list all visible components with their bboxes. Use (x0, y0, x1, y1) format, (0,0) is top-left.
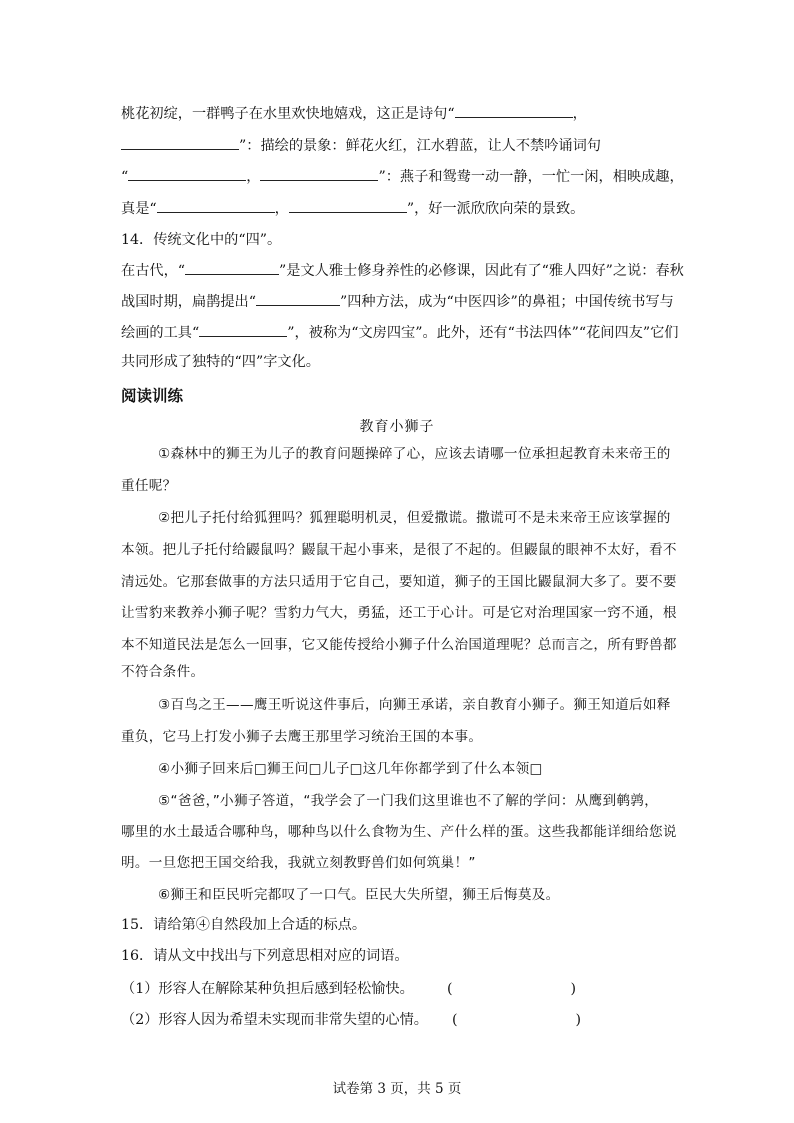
q16-answer-2[interactable]: ( ) (452, 1012, 582, 1028)
passage-line: 重负，它马上打发小狮子去鹰王那里学习统治王国的本事。 (121, 729, 483, 745)
passage-line: 明。一旦您把王国交给我，我就立刻教野兽们如何筑巢！” (121, 855, 476, 871)
passage-line: 哪里的水土最适合哪种鸟，哪种鸟以什么食物为生、产什么样的蛋。这些我都能详细给您说 (121, 824, 677, 840)
passage-line: 本领。把儿子托付给鼹鼠吗？鼹鼠干起小事来，是很了不起的。但鼹鼠的眼神不太好，看不 (121, 542, 677, 558)
passage-line: ⑤“爸爸，”小狮子答道，“我学会了一门我们这里谁也不了解的学问：从鹰到鹌鹑， (158, 793, 659, 809)
q14-title: 14．传统文化中的“四”。 (121, 232, 282, 248)
answer-blank[interactable] (121, 135, 239, 150)
q15: 15．请给第④自然段加上合适的标点。 (121, 917, 367, 933)
q16-answer-1[interactable]: ( ) (447, 981, 577, 997)
passage-line: 不符合条件。 (121, 664, 205, 680)
q14-line-1: 在古代，“ ”是文人雅士修身养性的必修课，因此有了“雅人四好”之说：春秋 (121, 260, 684, 281)
q16-item-2: （2）形容人因为希望未实现而非常失望的心情。 (121, 1012, 428, 1028)
passage-line: ②把儿子托付给狐狸吗？狐狸聪明机灵，但爱撒谎。撒谎可不是未来帝王应该掌握的 (158, 510, 671, 526)
passage-line: 本不知道民法是怎么一回事，它又能传授给小狮子什么治国道理呢？总而言之，所有野兽都 (121, 637, 677, 653)
passage-line: ①森林中的狮王为儿子的教育问题操碎了心，应该去请哪一位承担起教育未来帝王的 (158, 446, 671, 462)
passage-line: 让雪豹来教养小狮子呢？雪豹力气大，勇猛，还工于心计。可是它对治理国家一窍不通，根 (121, 605, 677, 621)
passage-title: 教育小狮子 (359, 419, 435, 435)
answer-blank[interactable] (260, 166, 378, 181)
answer-blank[interactable] (256, 291, 340, 306)
answer-blank[interactable] (128, 166, 246, 181)
passage-line: 重任呢？ (121, 478, 177, 494)
passage-line: ⑥狮王和臣民听完都叹了一口气。臣民大失所望，狮王后悔莫及。 (158, 887, 560, 903)
q16-item-1: （1）形容人在解除某种负担后感到轻松愉快。 (121, 981, 414, 997)
answer-blank[interactable] (199, 322, 287, 337)
page-footer: 试卷第 3 页，共 5 页 (332, 1081, 462, 1097)
answer-blank[interactable] (289, 198, 407, 213)
section-heading: 阅读训练 (121, 387, 184, 405)
q16-title: 16．请从文中找出与下列意思相对应的词语。 (121, 948, 409, 964)
q13-line-4: 真是“ ， ”，好一派欣欣向荣的景致。 (121, 198, 584, 219)
passage-line: ③百鸟之王——鹰王听说这件事后，向狮王承诺，亲自教育小狮子。狮王知道后如释 (158, 697, 671, 713)
q13-line-3: “ ， ”：燕子和鸳鸯一动一静，一忙一闲，相映成趣， (121, 166, 684, 187)
answer-blank[interactable] (455, 103, 573, 118)
answer-blank[interactable] (157, 198, 275, 213)
answer-blank[interactable] (185, 260, 279, 275)
passage-line: 清远处。它那套做事的方法只适用于它自己，要知道，狮子的王国比鼹鼠洞大多了。要不要 (121, 574, 677, 590)
q14-line-3: 绘画的工具“ ”，被称为“文房四宝”。此外，还有“书法四体”“花间四友”它们 (121, 322, 678, 343)
q14-line-4: 共同形成了独特的“四”字文化。 (121, 354, 320, 370)
q14-line-2: 战国时期，扁鹊提出“ ”四种方法，成为“中医四诊”的鼻祖；中国传统书写与 (121, 291, 674, 312)
q13-line-1: 桃花初绽，一群鸭子在水里欢快地嬉戏，这正是诗句“ ， (121, 103, 587, 124)
passage-line: ④小狮子回来后□狮王问□儿子□这几年你都学到了什么本领□ (158, 761, 543, 777)
q13-line-2: ”：描绘的景象：鲜花火红，江水碧蓝，让人不禁吟诵词句 (121, 135, 601, 156)
